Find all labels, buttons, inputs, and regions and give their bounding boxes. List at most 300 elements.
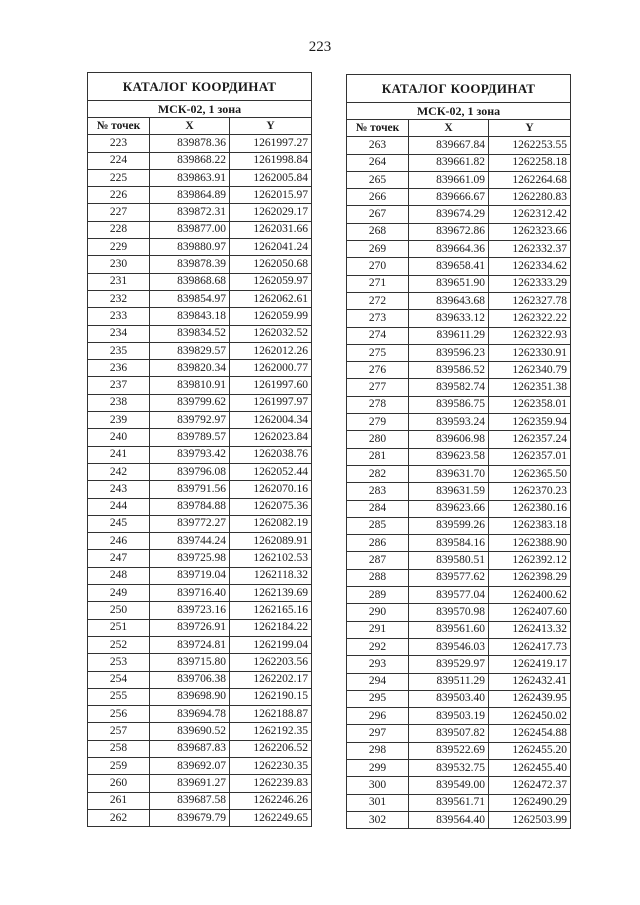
x-coordinate-cell: 839596.23 bbox=[409, 344, 489, 361]
y-coordinate-cell: 1262365.50 bbox=[489, 465, 571, 482]
y-coordinate-cell: 1262249.65 bbox=[230, 809, 312, 826]
table-row bbox=[88, 602, 312, 619]
table-row bbox=[347, 742, 571, 759]
point-number-cell: 234 bbox=[88, 325, 150, 342]
table-row bbox=[88, 325, 312, 342]
y-coordinate-cell: 1262041.24 bbox=[230, 239, 312, 256]
x-coordinate-cell: 839691.27 bbox=[150, 775, 230, 792]
coordinate-system-zone: МСК-02, 1 зона bbox=[88, 101, 312, 118]
y-coordinate-cell: 1262165.16 bbox=[230, 602, 312, 619]
x-coordinate-cell: 839586.75 bbox=[409, 396, 489, 413]
y-coordinate-cell: 1262032.52 bbox=[230, 325, 312, 342]
y-coordinate-cell: 1262000.77 bbox=[230, 360, 312, 377]
table-row bbox=[347, 448, 571, 465]
x-coordinate-cell: 839791.56 bbox=[150, 481, 230, 498]
table-row bbox=[88, 757, 312, 774]
x-coordinate-cell: 839584.16 bbox=[409, 535, 489, 552]
table-row bbox=[347, 189, 571, 206]
y-coordinate-cell: 1261997.97 bbox=[230, 394, 312, 411]
y-coordinate-cell: 1262050.68 bbox=[230, 256, 312, 273]
point-number-cell: 230 bbox=[88, 256, 150, 273]
table-row bbox=[88, 740, 312, 757]
table-row bbox=[88, 152, 312, 169]
table-row bbox=[347, 206, 571, 223]
column-header-y: Y bbox=[489, 120, 571, 137]
y-coordinate-cell: 1262280.83 bbox=[489, 189, 571, 206]
x-coordinate-cell: 839623.58 bbox=[409, 448, 489, 465]
table-row bbox=[347, 137, 571, 154]
catalog-title: КАТАЛОГ КООРДИНАТ bbox=[88, 73, 312, 101]
table-row bbox=[347, 708, 571, 725]
x-coordinate-cell: 839532.75 bbox=[409, 759, 489, 776]
x-coordinate-cell: 839631.70 bbox=[409, 465, 489, 482]
table-row bbox=[88, 290, 312, 307]
point-number-cell: 256 bbox=[88, 706, 150, 723]
x-coordinate-cell: 839789.57 bbox=[150, 429, 230, 446]
table-row bbox=[88, 809, 312, 826]
point-number-cell: 229 bbox=[88, 239, 150, 256]
point-number-cell: 240 bbox=[88, 429, 150, 446]
point-number-cell: 297 bbox=[347, 725, 409, 742]
table-row bbox=[88, 498, 312, 515]
table-row bbox=[347, 725, 571, 742]
y-coordinate-cell: 1262340.79 bbox=[489, 362, 571, 379]
y-coordinate-cell: 1262323.66 bbox=[489, 223, 571, 240]
table-row bbox=[88, 481, 312, 498]
y-coordinate-cell: 1262190.15 bbox=[230, 688, 312, 705]
table-row bbox=[88, 377, 312, 394]
table-row bbox=[347, 656, 571, 673]
y-coordinate-cell: 1262392.12 bbox=[489, 552, 571, 569]
point-number-cell: 287 bbox=[347, 552, 409, 569]
point-number-cell: 244 bbox=[88, 498, 150, 515]
y-coordinate-cell: 1262089.91 bbox=[230, 533, 312, 550]
point-number-cell: 296 bbox=[347, 708, 409, 725]
table-row bbox=[88, 723, 312, 740]
table-row bbox=[347, 310, 571, 327]
table-row bbox=[347, 638, 571, 655]
table-row bbox=[88, 187, 312, 204]
x-coordinate-cell: 839843.18 bbox=[150, 308, 230, 325]
x-coordinate-cell: 839863.91 bbox=[150, 169, 230, 186]
table-row bbox=[88, 550, 312, 567]
coordinate-system-zone: МСК-02, 1 зона bbox=[347, 103, 571, 120]
x-coordinate-cell: 839864.89 bbox=[150, 187, 230, 204]
x-coordinate-cell: 839580.51 bbox=[409, 552, 489, 569]
x-coordinate-cell: 839820.34 bbox=[150, 360, 230, 377]
point-number-cell: 265 bbox=[347, 171, 409, 188]
table-row bbox=[88, 169, 312, 186]
point-number-cell: 228 bbox=[88, 221, 150, 238]
point-number-cell: 284 bbox=[347, 500, 409, 517]
point-number-cell: 280 bbox=[347, 431, 409, 448]
y-coordinate-cell: 1262439.95 bbox=[489, 690, 571, 707]
column-header-x: X bbox=[150, 118, 230, 135]
point-number-cell: 289 bbox=[347, 587, 409, 604]
x-coordinate-cell: 839593.24 bbox=[409, 414, 489, 431]
y-coordinate-cell: 1262357.24 bbox=[489, 431, 571, 448]
x-coordinate-cell: 839810.91 bbox=[150, 377, 230, 394]
x-coordinate-cell: 839631.59 bbox=[409, 483, 489, 500]
y-coordinate-cell: 1262312.42 bbox=[489, 206, 571, 223]
table-body bbox=[347, 137, 571, 829]
x-coordinate-cell: 839829.57 bbox=[150, 342, 230, 359]
y-coordinate-cell: 1262059.99 bbox=[230, 308, 312, 325]
y-coordinate-cell: 1262062.61 bbox=[230, 290, 312, 307]
table-row bbox=[347, 431, 571, 448]
point-number-cell: 264 bbox=[347, 154, 409, 171]
x-coordinate-cell: 839529.97 bbox=[409, 656, 489, 673]
y-coordinate-cell: 1262454.88 bbox=[489, 725, 571, 742]
table-row bbox=[88, 204, 312, 221]
point-number-cell: 235 bbox=[88, 342, 150, 359]
table-row bbox=[88, 308, 312, 325]
x-coordinate-cell: 839725.98 bbox=[150, 550, 230, 567]
y-coordinate-cell: 1262070.16 bbox=[230, 481, 312, 498]
point-number-cell: 255 bbox=[88, 688, 150, 705]
x-coordinate-cell: 839582.74 bbox=[409, 379, 489, 396]
table-row bbox=[347, 258, 571, 275]
point-number-cell: 279 bbox=[347, 414, 409, 431]
point-number-cell: 257 bbox=[88, 723, 150, 740]
y-coordinate-cell: 1262253.55 bbox=[489, 137, 571, 154]
y-coordinate-cell: 1262472.37 bbox=[489, 777, 571, 794]
y-coordinate-cell: 1262388.90 bbox=[489, 535, 571, 552]
x-coordinate-cell: 839564.40 bbox=[409, 811, 489, 828]
table-row bbox=[88, 671, 312, 688]
y-coordinate-cell: 1262455.40 bbox=[489, 759, 571, 776]
y-coordinate-cell: 1262029.17 bbox=[230, 204, 312, 221]
point-number-cell: 223 bbox=[88, 135, 150, 152]
x-coordinate-cell: 839690.52 bbox=[150, 723, 230, 740]
y-coordinate-cell: 1262455.20 bbox=[489, 742, 571, 759]
table-row bbox=[347, 171, 571, 188]
y-coordinate-cell: 1262206.52 bbox=[230, 740, 312, 757]
y-coordinate-cell: 1262239.83 bbox=[230, 775, 312, 792]
x-coordinate-cell: 839706.38 bbox=[150, 671, 230, 688]
table-row bbox=[347, 275, 571, 292]
table-row bbox=[88, 360, 312, 377]
table-row bbox=[88, 792, 312, 809]
table-row bbox=[88, 221, 312, 238]
point-number-cell: 231 bbox=[88, 273, 150, 290]
point-number-cell: 275 bbox=[347, 344, 409, 361]
point-number-cell: 295 bbox=[347, 690, 409, 707]
y-coordinate-cell: 1262059.97 bbox=[230, 273, 312, 290]
x-coordinate-cell: 839661.82 bbox=[409, 154, 489, 171]
table-row bbox=[347, 223, 571, 240]
x-coordinate-cell: 839792.97 bbox=[150, 412, 230, 429]
table-row bbox=[88, 775, 312, 792]
table-row bbox=[88, 412, 312, 429]
y-coordinate-cell: 1262407.60 bbox=[489, 604, 571, 621]
x-coordinate-cell: 839623.66 bbox=[409, 500, 489, 517]
point-number-cell: 236 bbox=[88, 360, 150, 377]
point-number-cell: 281 bbox=[347, 448, 409, 465]
table-row bbox=[88, 239, 312, 256]
table-row bbox=[88, 446, 312, 463]
x-coordinate-cell: 839666.67 bbox=[409, 189, 489, 206]
point-number-cell: 282 bbox=[347, 465, 409, 482]
table-row bbox=[347, 621, 571, 638]
table-row bbox=[88, 654, 312, 671]
column-header-y: Y bbox=[230, 118, 312, 135]
point-number-cell: 294 bbox=[347, 673, 409, 690]
y-coordinate-cell: 1262334.62 bbox=[489, 258, 571, 275]
y-coordinate-cell: 1262139.69 bbox=[230, 585, 312, 602]
x-coordinate-cell: 839796.08 bbox=[150, 463, 230, 480]
x-coordinate-cell: 839546.03 bbox=[409, 638, 489, 655]
x-coordinate-cell: 839679.79 bbox=[150, 809, 230, 826]
x-coordinate-cell: 839633.12 bbox=[409, 310, 489, 327]
x-coordinate-cell: 839694.78 bbox=[150, 706, 230, 723]
table-row bbox=[347, 379, 571, 396]
x-coordinate-cell: 839672.86 bbox=[409, 223, 489, 240]
y-coordinate-cell: 1262322.93 bbox=[489, 327, 571, 344]
point-number-cell: 272 bbox=[347, 292, 409, 309]
point-number-cell: 292 bbox=[347, 638, 409, 655]
y-coordinate-cell: 1262075.36 bbox=[230, 498, 312, 515]
y-coordinate-cell: 1262400.62 bbox=[489, 587, 571, 604]
y-coordinate-cell: 1262005.84 bbox=[230, 169, 312, 186]
point-number-cell: 238 bbox=[88, 394, 150, 411]
table-row bbox=[88, 585, 312, 602]
y-coordinate-cell: 1262203.56 bbox=[230, 654, 312, 671]
x-coordinate-cell: 839687.58 bbox=[150, 792, 230, 809]
y-coordinate-cell: 1262419.17 bbox=[489, 656, 571, 673]
point-number-cell: 301 bbox=[347, 794, 409, 811]
point-number-cell: 299 bbox=[347, 759, 409, 776]
y-coordinate-cell: 1261997.60 bbox=[230, 377, 312, 394]
y-coordinate-cell: 1262264.68 bbox=[489, 171, 571, 188]
point-number-cell: 258 bbox=[88, 740, 150, 757]
y-coordinate-cell: 1262188.87 bbox=[230, 706, 312, 723]
x-coordinate-cell: 839511.29 bbox=[409, 673, 489, 690]
y-coordinate-cell: 1262413.32 bbox=[489, 621, 571, 638]
y-coordinate-cell: 1262398.29 bbox=[489, 569, 571, 586]
x-coordinate-cell: 839599.26 bbox=[409, 517, 489, 534]
y-coordinate-cell: 1262503.99 bbox=[489, 811, 571, 828]
x-coordinate-cell: 839661.09 bbox=[409, 171, 489, 188]
x-coordinate-cell: 839643.68 bbox=[409, 292, 489, 309]
x-coordinate-cell: 839611.29 bbox=[409, 327, 489, 344]
table-row bbox=[88, 619, 312, 636]
y-coordinate-cell: 1262359.94 bbox=[489, 414, 571, 431]
point-number-cell: 226 bbox=[88, 187, 150, 204]
x-coordinate-cell: 839872.31 bbox=[150, 204, 230, 221]
table-row bbox=[347, 154, 571, 171]
table-row bbox=[88, 463, 312, 480]
x-coordinate-cell: 839868.68 bbox=[150, 273, 230, 290]
y-coordinate-cell: 1262184.22 bbox=[230, 619, 312, 636]
table-row bbox=[347, 465, 571, 482]
y-coordinate-cell: 1262118.32 bbox=[230, 567, 312, 584]
table-row bbox=[347, 483, 571, 500]
x-coordinate-cell: 839716.40 bbox=[150, 585, 230, 602]
point-number-cell: 274 bbox=[347, 327, 409, 344]
y-coordinate-cell: 1262230.35 bbox=[230, 757, 312, 774]
point-number-cell: 291 bbox=[347, 621, 409, 638]
point-number-cell: 276 bbox=[347, 362, 409, 379]
point-number-cell: 262 bbox=[88, 809, 150, 826]
table-row bbox=[347, 500, 571, 517]
x-coordinate-cell: 839577.04 bbox=[409, 587, 489, 604]
point-number-cell: 254 bbox=[88, 671, 150, 688]
table-row bbox=[88, 342, 312, 359]
x-coordinate-cell: 839692.07 bbox=[150, 757, 230, 774]
y-coordinate-cell: 1262246.26 bbox=[230, 792, 312, 809]
y-coordinate-cell: 1262023.84 bbox=[230, 429, 312, 446]
table-row bbox=[88, 706, 312, 723]
point-number-cell: 260 bbox=[88, 775, 150, 792]
table-row bbox=[88, 515, 312, 532]
table-row bbox=[347, 690, 571, 707]
x-coordinate-cell: 839723.16 bbox=[150, 602, 230, 619]
x-coordinate-cell: 839577.62 bbox=[409, 569, 489, 586]
y-coordinate-cell: 1262038.76 bbox=[230, 446, 312, 463]
table-row bbox=[88, 636, 312, 653]
y-coordinate-cell: 1262199.04 bbox=[230, 636, 312, 653]
point-number-cell: 248 bbox=[88, 567, 150, 584]
table-row bbox=[88, 533, 312, 550]
point-number-cell: 239 bbox=[88, 412, 150, 429]
table-row bbox=[88, 135, 312, 152]
table-row bbox=[88, 273, 312, 290]
point-number-cell: 259 bbox=[88, 757, 150, 774]
x-coordinate-cell: 839667.84 bbox=[409, 137, 489, 154]
x-coordinate-cell: 839674.29 bbox=[409, 206, 489, 223]
point-number-cell: 241 bbox=[88, 446, 150, 463]
x-coordinate-cell: 839664.36 bbox=[409, 241, 489, 258]
y-coordinate-cell: 1262357.01 bbox=[489, 448, 571, 465]
table-row bbox=[347, 759, 571, 776]
column-header-point-number: № точек bbox=[88, 118, 150, 135]
x-coordinate-cell: 839549.00 bbox=[409, 777, 489, 794]
table-row bbox=[347, 241, 571, 258]
x-coordinate-cell: 839724.81 bbox=[150, 636, 230, 653]
table-row bbox=[347, 327, 571, 344]
x-coordinate-cell: 839772.27 bbox=[150, 515, 230, 532]
point-number-cell: 270 bbox=[347, 258, 409, 275]
table-row bbox=[347, 414, 571, 431]
x-coordinate-cell: 839606.98 bbox=[409, 431, 489, 448]
point-number-cell: 252 bbox=[88, 636, 150, 653]
y-coordinate-cell: 1261998.84 bbox=[230, 152, 312, 169]
table-row bbox=[347, 535, 571, 552]
y-coordinate-cell: 1262332.37 bbox=[489, 241, 571, 258]
point-number-cell: 227 bbox=[88, 204, 150, 221]
point-number-cell: 269 bbox=[347, 241, 409, 258]
point-number-cell: 263 bbox=[347, 137, 409, 154]
x-coordinate-cell: 839834.52 bbox=[150, 325, 230, 342]
x-coordinate-cell: 839522.69 bbox=[409, 742, 489, 759]
point-number-cell: 293 bbox=[347, 656, 409, 673]
y-coordinate-cell: 1262383.18 bbox=[489, 517, 571, 534]
column-header-x: X bbox=[409, 120, 489, 137]
point-number-cell: 266 bbox=[347, 189, 409, 206]
y-coordinate-cell: 1262015.97 bbox=[230, 187, 312, 204]
point-number-cell: 271 bbox=[347, 275, 409, 292]
y-coordinate-cell: 1262490.29 bbox=[489, 794, 571, 811]
x-coordinate-cell: 839503.40 bbox=[409, 690, 489, 707]
y-coordinate-cell: 1262333.29 bbox=[489, 275, 571, 292]
y-coordinate-cell: 1262192.35 bbox=[230, 723, 312, 740]
y-coordinate-cell: 1262327.78 bbox=[489, 292, 571, 309]
x-coordinate-cell: 839744.24 bbox=[150, 533, 230, 550]
point-number-cell: 302 bbox=[347, 811, 409, 828]
y-coordinate-cell: 1261997.27 bbox=[230, 135, 312, 152]
table-row bbox=[347, 344, 571, 361]
point-number-cell: 237 bbox=[88, 377, 150, 394]
x-coordinate-cell: 839880.97 bbox=[150, 239, 230, 256]
point-number-cell: 246 bbox=[88, 533, 150, 550]
point-number-cell: 232 bbox=[88, 290, 150, 307]
table-row bbox=[347, 587, 571, 604]
point-number-cell: 298 bbox=[347, 742, 409, 759]
table-body bbox=[88, 135, 312, 827]
y-coordinate-cell: 1262358.01 bbox=[489, 396, 571, 413]
table-row bbox=[88, 394, 312, 411]
point-number-cell: 242 bbox=[88, 463, 150, 480]
point-number-cell: 247 bbox=[88, 550, 150, 567]
point-number-cell: 267 bbox=[347, 206, 409, 223]
x-coordinate-cell: 839651.90 bbox=[409, 275, 489, 292]
x-coordinate-cell: 839658.41 bbox=[409, 258, 489, 275]
table-row bbox=[347, 604, 571, 621]
y-coordinate-cell: 1262004.34 bbox=[230, 412, 312, 429]
x-coordinate-cell: 839793.42 bbox=[150, 446, 230, 463]
table-row bbox=[347, 569, 571, 586]
y-coordinate-cell: 1262351.38 bbox=[489, 379, 571, 396]
point-number-cell: 243 bbox=[88, 481, 150, 498]
point-number-cell: 225 bbox=[88, 169, 150, 186]
x-coordinate-cell: 839719.04 bbox=[150, 567, 230, 584]
table-row bbox=[88, 429, 312, 446]
y-coordinate-cell: 1262031.66 bbox=[230, 221, 312, 238]
point-number-cell: 249 bbox=[88, 585, 150, 602]
x-coordinate-cell: 839878.39 bbox=[150, 256, 230, 273]
x-coordinate-cell: 839877.00 bbox=[150, 221, 230, 238]
point-number-cell: 288 bbox=[347, 569, 409, 586]
table-row bbox=[88, 256, 312, 273]
table-row bbox=[347, 673, 571, 690]
point-number-cell: 278 bbox=[347, 396, 409, 413]
table-row bbox=[88, 688, 312, 705]
y-coordinate-cell: 1262450.02 bbox=[489, 708, 571, 725]
column-header-point-number: № точек bbox=[347, 120, 409, 137]
y-coordinate-cell: 1262202.17 bbox=[230, 671, 312, 688]
table-row bbox=[347, 362, 571, 379]
point-number-cell: 250 bbox=[88, 602, 150, 619]
table-row bbox=[347, 811, 571, 828]
x-coordinate-cell: 839570.98 bbox=[409, 604, 489, 621]
point-number-cell: 300 bbox=[347, 777, 409, 794]
x-coordinate-cell: 839854.97 bbox=[150, 290, 230, 307]
point-number-cell: 245 bbox=[88, 515, 150, 532]
x-coordinate-cell: 839878.36 bbox=[150, 135, 230, 152]
x-coordinate-cell: 839687.83 bbox=[150, 740, 230, 757]
y-coordinate-cell: 1262432.41 bbox=[489, 673, 571, 690]
y-coordinate-cell: 1262417.73 bbox=[489, 638, 571, 655]
y-coordinate-cell: 1262052.44 bbox=[230, 463, 312, 480]
point-number-cell: 290 bbox=[347, 604, 409, 621]
y-coordinate-cell: 1262102.53 bbox=[230, 550, 312, 567]
x-coordinate-cell: 839784.88 bbox=[150, 498, 230, 515]
point-number-cell: 286 bbox=[347, 535, 409, 552]
table-row bbox=[347, 794, 571, 811]
point-number-cell: 224 bbox=[88, 152, 150, 169]
x-coordinate-cell: 839507.82 bbox=[409, 725, 489, 742]
